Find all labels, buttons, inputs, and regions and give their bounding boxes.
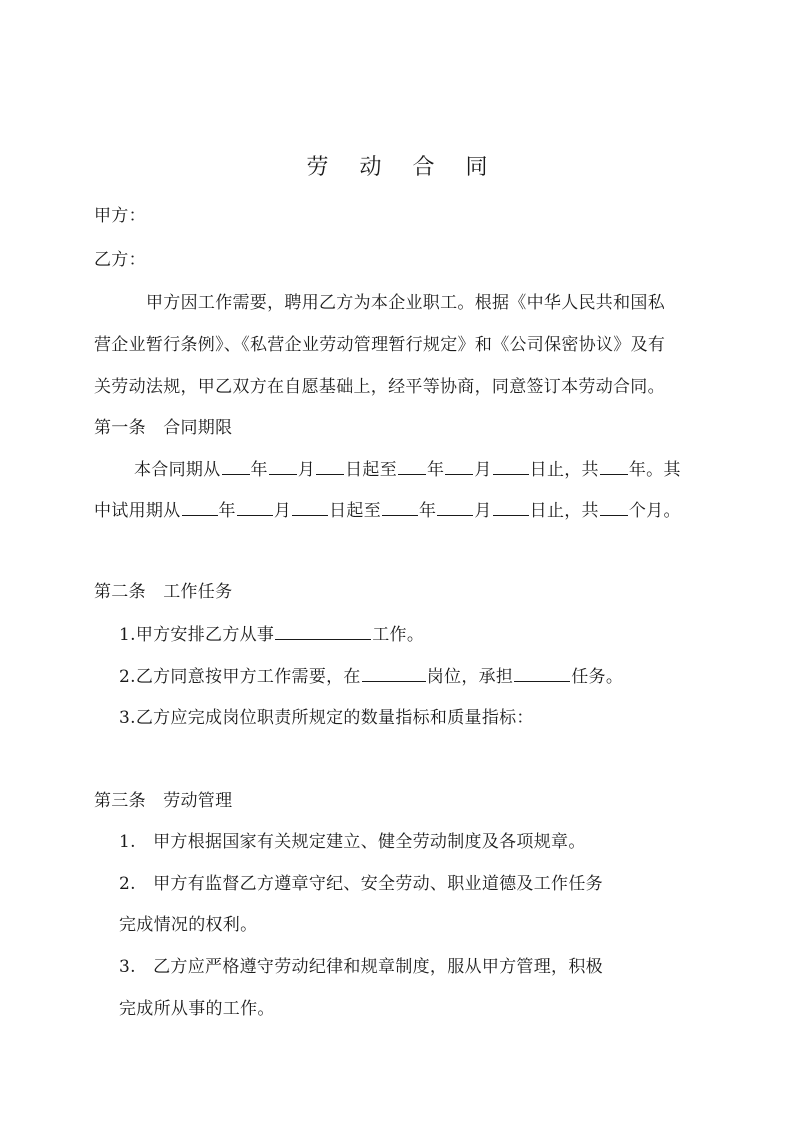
probation-end-day-blank[interactable]	[493, 499, 529, 516]
end-day-blank[interactable]	[493, 458, 529, 475]
section-3-item-1: 1. 甲方根据国家有关规定建立、健全劳动制度及各项规章。	[119, 832, 586, 852]
term-text: 年。其	[628, 460, 681, 480]
end-month-blank[interactable]	[445, 458, 473, 475]
term-text: 年	[427, 460, 445, 480]
party-a-label: 甲方：	[94, 206, 146, 226]
item-text: 岗位，承担	[426, 667, 514, 687]
term-line-2	[94, 499, 681, 521]
section-3-item-2-line-1: 2. 甲方有监督乙方遵章守纪、安全劳动、职业道德及工作任务	[119, 874, 603, 894]
term-text: 个月。	[628, 501, 681, 521]
term-line-1	[134, 458, 681, 480]
total-years-blank[interactable]	[600, 458, 628, 475]
section-3-item-2-line-2: 完成情况的权利。	[119, 915, 258, 935]
party-b-label: 乙方：	[94, 250, 146, 270]
term-text: 本合同期从	[134, 460, 221, 480]
item-text: 1.甲方安排乙方从事	[119, 625, 275, 645]
item-text: 任务。	[571, 667, 624, 687]
term-text: 年	[419, 501, 437, 521]
task-blank[interactable]	[514, 665, 570, 682]
section-3-heading: 第三条 劳动管理	[94, 791, 233, 811]
term-text: 日止，共	[529, 501, 599, 521]
section-3-item-3-line-2: 完成所从事的工作。	[119, 999, 275, 1019]
term-text: 中试用期从	[94, 501, 181, 521]
section-2-item-2	[119, 665, 623, 687]
term-text: 月	[273, 501, 292, 521]
preamble-line-2: 营企业暂行条例》、《私营企业劳动管理暂行规定》和《公司保密协议》及有	[94, 335, 666, 355]
term-text: 日起至	[329, 501, 382, 521]
probation-months-blank[interactable]	[600, 499, 628, 516]
start-month-blank[interactable]	[269, 458, 297, 475]
position-blank[interactable]	[362, 665, 426, 682]
term-text: 年	[250, 460, 268, 480]
document-title: 劳 动 合 同	[306, 155, 500, 180]
item-text: 工作。	[372, 625, 425, 645]
preamble-line-1: 甲方因工作需要，聘用乙方为本企业职工。根据《中华人民共和国私	[146, 293, 665, 313]
term-text: 月	[474, 501, 492, 521]
probation-start-month-blank[interactable]	[237, 499, 273, 516]
start-year-blank[interactable]	[222, 458, 250, 475]
probation-start-day-blank[interactable]	[292, 499, 328, 516]
job-type-blank[interactable]	[275, 623, 371, 640]
term-text: 月	[297, 460, 316, 480]
item-text: 2.乙方同意按甲方工作需要，在	[119, 667, 361, 687]
term-text: 年	[218, 501, 236, 521]
term-text: 日起至	[345, 460, 398, 480]
section-2-item-3: 3.乙方应完成岗位职责所规定的数量指标和质量指标：	[119, 708, 534, 728]
probation-end-month-blank[interactable]	[437, 499, 473, 516]
probation-end-year-blank[interactable]	[382, 499, 418, 516]
preamble-line-3: 关劳动法规，甲乙双方在自愿基础上，经平等协商，同意签订本劳动合同。	[94, 377, 665, 397]
start-day-blank[interactable]	[316, 458, 344, 475]
section-3-item-3-line-1: 3. 乙方应严格遵守劳动纪律和规章制度，服从甲方管理，积极	[119, 957, 603, 977]
term-text: 月	[474, 460, 492, 480]
section-2-heading: 第二条 工作任务	[94, 582, 233, 602]
section-1-heading: 第一条 合同期限	[94, 418, 233, 438]
section-2-item-1	[119, 623, 424, 645]
probation-start-year-blank[interactable]	[182, 499, 218, 516]
term-text: 日止，共	[529, 460, 599, 480]
end-year-blank[interactable]	[398, 458, 426, 475]
